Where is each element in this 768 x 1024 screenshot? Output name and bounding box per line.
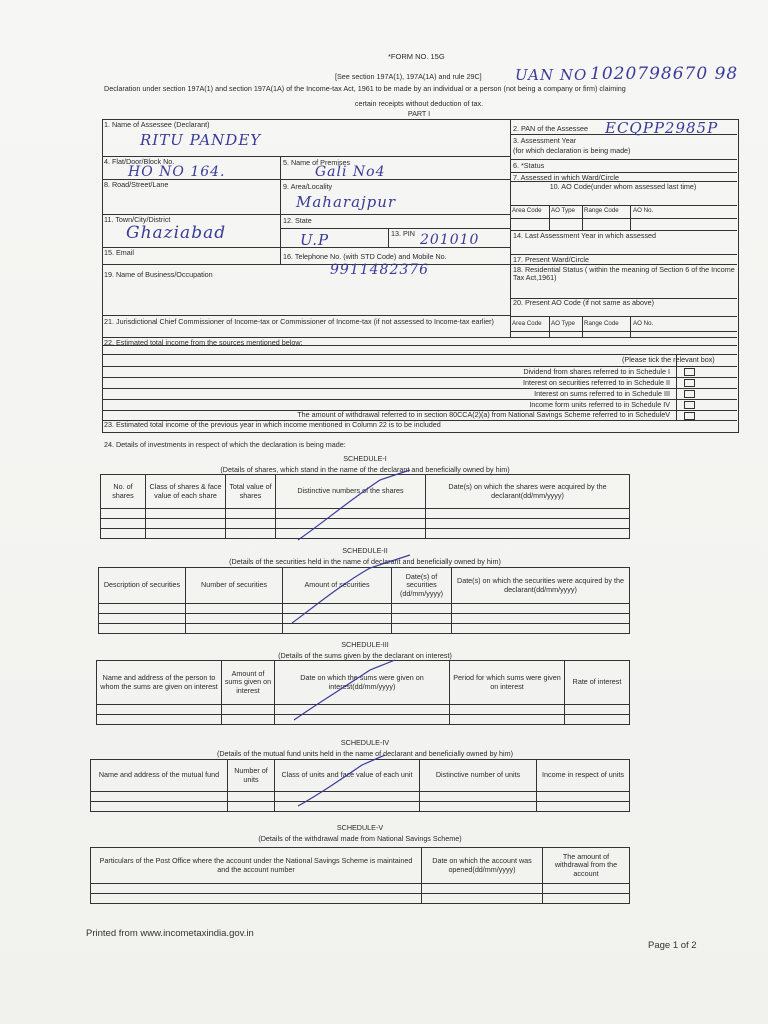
s5-col-1: Particulars of the Post Office where the account under the National Savings Scheme is maintained and the account number xyxy=(91,848,422,884)
assessed-ward-label: 7. Assessed in which Ward/Circle xyxy=(513,173,619,182)
s1-col-4: Distinctive numbers of the shares xyxy=(276,475,426,509)
estimated-income-label: 22. Estimated total income from the sources mentioned below: xyxy=(104,338,303,347)
ao2-col-range: Range Code xyxy=(584,320,619,327)
s4-col-1: Name and address of the mutual fund xyxy=(91,760,228,792)
income-item-2: Interest on securities referred to in Schedule II xyxy=(522,378,670,387)
previous-year-label: 23. Estimated total income of the previous year in which income mentioned in Column 22 is to be included xyxy=(104,420,441,429)
town-label: 11. Town/City/District xyxy=(104,215,171,224)
declaration-line-2: certain receipts without deduction of tax. xyxy=(354,99,484,108)
s2-col-5: Date(s) on which the securities were acquired by the declarant(dd/mm/yyyy) xyxy=(452,568,630,604)
uan-value: 1020798670 98 xyxy=(590,64,739,84)
s2-col-2: Number of securities xyxy=(186,568,283,604)
s1-col-3: Total value of shares xyxy=(226,475,276,509)
s4-col-2: Number of units xyxy=(228,760,275,792)
ao2-col-type: AO Type xyxy=(551,320,575,327)
flat-label: 4. Flat/Door/Block No. xyxy=(104,157,175,166)
jurisdiction-label: 21. Jurisdictional Chief Commissioner of Income-tax or Commissioner of Income-tax (if not assessed to Income-tax earlier) xyxy=(104,317,494,326)
ao2-col-area: Area Code xyxy=(512,320,542,327)
pan-value: ECQPP2985P xyxy=(605,119,719,137)
form-number: *FORM NO. 15G xyxy=(388,52,445,61)
ao-col-range: Range Code xyxy=(584,207,619,214)
schedule-2-title: SCHEDULE-II xyxy=(342,546,388,555)
premises-label: 5. Name of Premises xyxy=(283,158,351,167)
strike-schedule-1 xyxy=(298,470,410,540)
town-value: Ghaziabad xyxy=(126,223,227,243)
assessment-year-note: (for which declaration is being made) xyxy=(513,146,631,155)
income-item-5: The amount of withdrawal referred to in section 80CCA(2)(a) from National Savings Scheme referred to in ScheduleV xyxy=(297,410,670,419)
name-value: RITU PANDEY xyxy=(140,131,262,149)
schedule-5-title: SCHEDULE-V xyxy=(336,823,384,832)
area-label: 9. Area/Locality xyxy=(283,182,333,191)
s1-col-2: Class of shares & face value of each share xyxy=(146,475,226,509)
schedule-5-subtitle: (Details of the withdrawal made from National Savings Scheme) xyxy=(258,834,462,843)
s3-col-5: Rate of interest xyxy=(565,661,630,705)
see-section: [See section 197A(1), 197A(1A) and rule 29C] xyxy=(335,72,482,81)
flat-value: HO NO 164. xyxy=(128,164,226,180)
s4-col-3: Class of units and face value of each unit xyxy=(275,760,420,792)
schedule-1-subtitle: (Details of shares, which stand in the name of the declarant and beneficially owned by him) xyxy=(220,465,510,474)
schedule-4-subtitle: (Details of the mutual fund units held in the name of declarant and beneficially owned by him) xyxy=(216,749,514,758)
income-item-4: Income form units referred to in Schedule IV xyxy=(529,400,670,409)
s2-col-3: Amount of securities xyxy=(283,568,392,604)
present-ward-label: 17. Present Ward/Circle xyxy=(513,255,590,264)
pin-value: 201010 xyxy=(420,232,480,248)
status-label: 6. *Status xyxy=(513,161,545,170)
email-label: 15. Email xyxy=(104,248,134,257)
income-item-1: Dividend from shares referred to in Schedule I xyxy=(523,367,670,376)
last-assessment-label: 14. Last Assessment Year in which assessed xyxy=(513,231,657,240)
pin-label: 13. PIN xyxy=(391,229,415,238)
schedule-4-title: SCHEDULE-IV xyxy=(340,738,390,747)
schedule-1-title: SCHEDULE-I xyxy=(343,454,387,463)
assessment-year-label: 3. Assessment Year xyxy=(513,136,577,145)
declaration-line-1: Declaration under section 197A(1) and section 197A(1A) of the Income-tax Act, 1961 to be made by an individual or a person (not being a company or firm) claiming xyxy=(104,84,626,93)
ao-code-label: 10. AO Code(under whom assessed last time) xyxy=(549,182,697,191)
schedule-3-subtitle: (Details of the sums given by the declarant on interest) xyxy=(278,651,452,660)
strike-schedule-4 xyxy=(298,755,385,806)
residential-label: 18. Residential Status ( within the meaning of Section 6 of the Income Tax Act,1961) xyxy=(513,265,735,283)
s3-col-4: Period for which sums were given on interest xyxy=(450,661,565,705)
s5-col-2: Date on which the account was opened(dd/mm/yyyy) xyxy=(422,848,543,884)
strike-schedule-2 xyxy=(292,555,410,623)
part-heading: PART I xyxy=(407,109,431,118)
uan-label: UAN NO xyxy=(515,66,588,84)
business-label: 19. Name of Business/Occupation xyxy=(104,270,213,279)
s5-col-3: The amount of withdrawal from the account xyxy=(543,848,630,884)
s1-col-1: No. of shares xyxy=(101,475,146,509)
road-label: 8. Road/Street/Lane xyxy=(104,180,169,189)
tick-label: (Please tick the relevant box) xyxy=(622,355,715,364)
state-value: U.P xyxy=(300,231,330,249)
present-ao-label: 20. Present AO Code (if not same as above) xyxy=(513,298,655,307)
premises-value: Gali No4 xyxy=(315,164,386,180)
state-label: 12. State xyxy=(283,216,312,225)
income-item-3: Interest on sums referred to in Schedule III xyxy=(534,389,670,398)
ao2-col-no: AO No. xyxy=(633,320,654,327)
ao-col-type: AO Type xyxy=(551,207,575,214)
telephone-value: 9911482376 xyxy=(330,262,430,278)
strike-schedule-3 xyxy=(294,660,395,720)
s2-col-1: Description of securities xyxy=(99,568,186,604)
s3-col-3: Date on which the sums were given on interest(dd/mm/yyyy) xyxy=(275,661,450,705)
s3-col-1: Name and address of the person to whom the sums are given on interest xyxy=(97,661,222,705)
s3-col-2: Amount of sums given on interest xyxy=(222,661,275,705)
printed-from: Printed from www.incometaxindia.gov.in xyxy=(86,928,254,939)
telephone-label: 16. Telephone No. (with STD Code) and Mobile No. xyxy=(283,252,447,261)
s1-col-5: Date(s) on which the shares were acquired by the declarant(dd/mm/yyyy) xyxy=(426,475,630,509)
ao-col-no: AO No. xyxy=(633,207,654,214)
ao-col-area: Area Code xyxy=(512,207,542,214)
name-label: 1. Name of Assessee (Declarant) xyxy=(104,120,210,129)
s4-col-5: Income in respect of units xyxy=(537,760,630,792)
area-value: Maharajpur xyxy=(296,193,397,211)
page-number: Page 1 of 2 xyxy=(648,940,697,951)
investments-label: 24. Details of investments in respect of which the declaration is being made: xyxy=(104,440,346,449)
s2-col-4: Date(s) of securities (dd/mm/yyyy) xyxy=(392,568,452,604)
pan-label: 2. PAN of the Assessee xyxy=(513,124,588,133)
schedule-2-subtitle: (Details of the securities held in the name of declarant and beneficially owned by him) xyxy=(229,557,501,566)
s4-col-4: Distinctive number of units xyxy=(420,760,537,792)
schedule-3-title: SCHEDULE-III xyxy=(341,640,389,649)
